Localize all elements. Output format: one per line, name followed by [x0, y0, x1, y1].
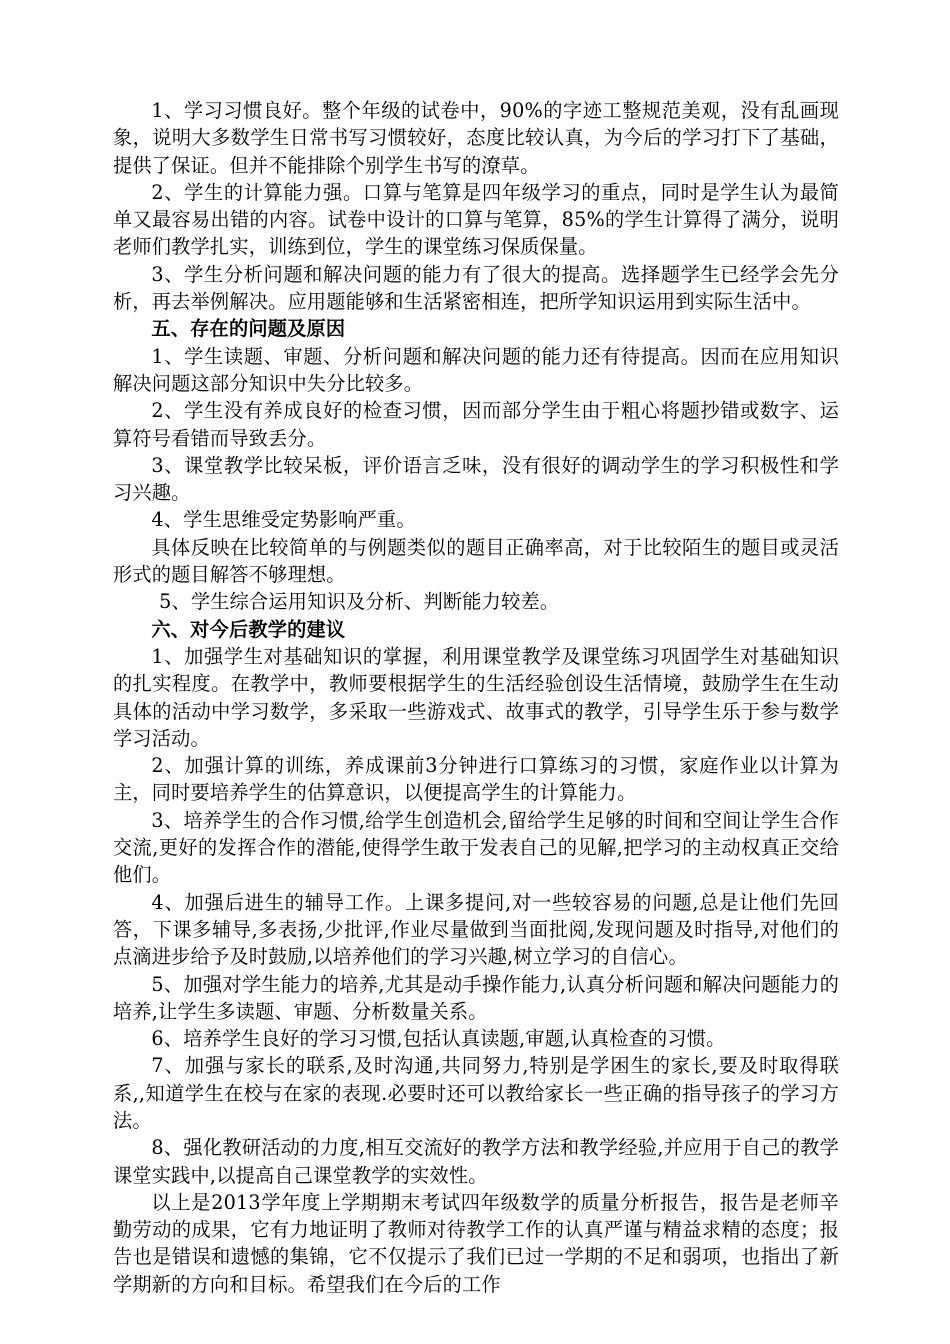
paragraph-suggestion-7: 7、加强与家长的联系,及时沟通,共同努力,特别是学困生的家长,要及时取得联系,,知道学生在校与在家的表现.必要时还可以教给家长一些正确的指导孩子的学习方法。 [113, 1054, 839, 1132]
paragraph-problem-3: 3、课堂教学比较呆板，评价语言乏味，没有很好的调动学生的学习积极性和学习兴趣。 [113, 453, 839, 505]
paragraph-suggestion-5: 5、加强对学生能力的培养,尤其是动手操作能力,认真分析问题和解决问题能力的培养,让学生多读题、审题、分析数量关系。 [113, 972, 839, 1023]
paragraph-habit: 1、学习习惯良好。整个年级的试卷中，90%的字迹工整规范美观，没有乱画现象，说明大多数学生日常书写习惯较好，态度比较认真，为今后的学习打下了基础，提供了保证。但并不能排除个别学生书写的潦草。 [113, 99, 839, 177]
paragraph-suggestion-4: 4、加强后进生的辅导工作。上课多提问,对一些较容易的问题,总是让他们先回答，下课多辅导,多表扬,少批评,作业尽量做到当面批阅,发现问题及时指导,对他们的点滴进步给予及时鼓励,以培养他们的学习兴趣,树立学习的自信心。 [113, 890, 839, 969]
paragraph-suggestion-6: 6、培养学生良好的学习习惯,包括认真读题,审题,认真检查的习惯。 [151, 1027, 726, 1051]
paragraph-problem-4: 4、学生思维受定势影响严重。 [151, 508, 416, 532]
section-heading-suggestions: 六、对今后教学的建议 [151, 617, 346, 641]
paragraph-problem-solving: 3、学生分析问题和解决问题的能力有了很大的提高。选择题学生已经学会先分析，再去举例解决。应用题能够和生活紧密相连，把所学知识运用到实际生活中。 [113, 262, 839, 314]
paragraph-suggestion-3: 3、培养学生的合作习惯,给学生创造机会,留给学生足够的时间和空间让学生合作交流,更好的发挥合作的潜能,使得学生敢于发表自己的见解,把学习的主动权真正交给他们。 [113, 808, 839, 887]
document-page [113, 97, 839, 1298]
section-heading-problems: 五、存在的问题及原因 [151, 317, 346, 341]
paragraph-problem-5: 5、学生综合运用知识及分析、判断能力较差。 [159, 590, 560, 614]
paragraph-suggestion-8: 8、强化教研活动的力度,相互交流好的教学方法和教学经验,并应用于自己的教学课堂实践中,以提高自己课堂教学的实效性。 [113, 1136, 839, 1187]
paragraph-conclusion: 以上是2013学年度上学期期末考试四年级数学的质量分析报告，报告是老师辛勤劳动的成果，它有力地证明了教师对待教学工作的认真严谨与精益求精的态度；报告也是错误和遗憾的集锦，它不仅提示了我们已过一学期的不足和弱项，也指出了新学期新的方向和目标。希望我们在今后的工作 [113, 1190, 839, 1296]
paragraph-calculation: 2、学生的计算能力强。口算与笔算是四年级学习的重点，同时是学生认为最简单又最容易出错的内容。试卷中设计的口算与笔算，85%的学生计算得了满分，说明老师们教学扎实，训练到位，学生的课堂练习保质保量。 [113, 180, 839, 259]
paragraph-problem-2: 2、学生没有养成良好的检查习惯，因而部分学生由于粗心将题抄错或数字、运算符号看错而导致丢分。 [113, 399, 839, 450]
paragraph-problem-4-detail: 具体反映在比较简单的与例题类似的题目正确率高，对于比较陌生的题目或灵活形式的题目解答不够理想。 [113, 535, 839, 587]
paragraph-problem-1: 1、学生读题、审题、分析问题和解决问题的能力还有待提高。因而在应用知识解决问题这部分知识中失分比较多。 [113, 344, 839, 395]
paragraph-suggestion-2: 2、加强计算的训练，养成课前3分钟进行口算练习的习惯，家庭作业以计算为主，同时要培养学生的估算意识，以便提高学生的计算能力。 [113, 754, 839, 805]
paragraph-suggestion-1: 1、加强学生对基础知识的掌握，利用课堂教学及课堂练习巩固学生对基础知识的扎实程度。在教学中，教师要根据学生的生活经验创设生活情境，鼓励学生在生动具体的活动中学习数学，多采取一些游戏式、故事式的教学，引导学生乐于参与数学学习活动。 [113, 644, 839, 750]
